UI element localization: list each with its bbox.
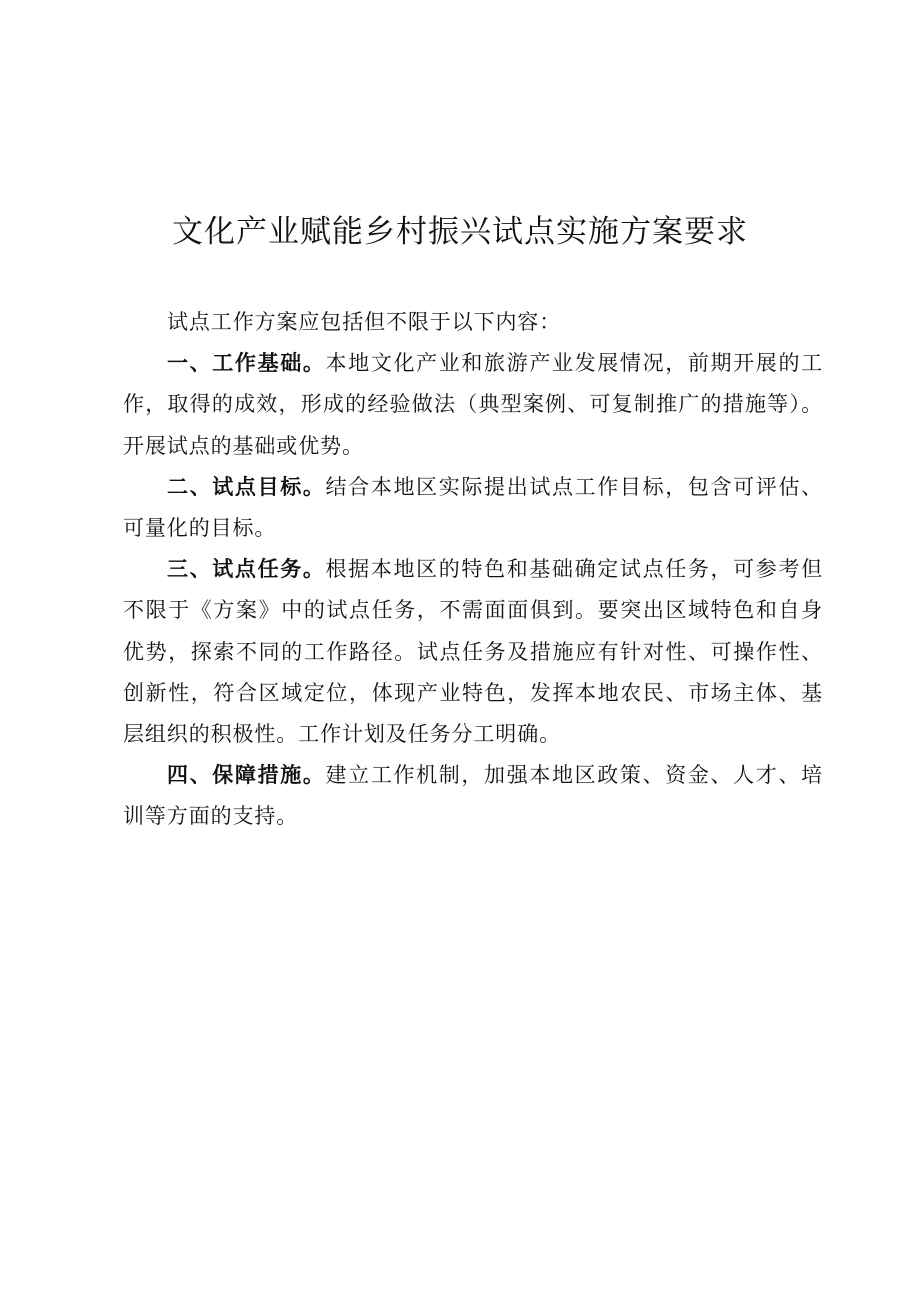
section-work-foundation (123, 343, 823, 467)
document-body (123, 302, 823, 838)
section-heading: 一、工作基础。 (167, 351, 326, 376)
section-text: 根据本地区的特色和基础确定试点任务，可参考但不限于《方案》中的试点任务，不需面面俱到。要突出区域特色和自身优势，探索不同的工作路径。试点任务及措施应有针对性、可操作性、创新性，符合区域定位，体现产业特色，发挥本地农民、市场主体、基层组织的积极性。工作计划及任务分工明确。 (123, 557, 823, 747)
intro-paragraph: 试点工作方案应包括但不限于以下内容： (167, 310, 562, 334)
section-heading: 二、试点目标。 (167, 474, 326, 499)
section-text: 建立工作机制，加强本地区政策、资金、人才、培训等方面的支持。 (123, 763, 823, 829)
section-pilot-goals (123, 467, 823, 549)
document-title: 文化产业赋能乡村振兴试点实施方案要求 (172, 214, 748, 250)
section-text: 结合本地区实际提出试点工作目标，包含可评估、可量化的目标。 (123, 474, 823, 541)
section-text: 本地文化产业和旅游产业发展情况，前期开展的工作，取得的成效，形成的经验做法（典型案例、可复制推广的措施等）。开展试点的基础或优势。 (123, 351, 823, 458)
section-safeguards (123, 755, 823, 837)
section-heading: 三、试点任务。 (167, 557, 326, 582)
section-heading: 四、保障措施。 (167, 763, 326, 788)
section-pilot-tasks (123, 549, 823, 755)
